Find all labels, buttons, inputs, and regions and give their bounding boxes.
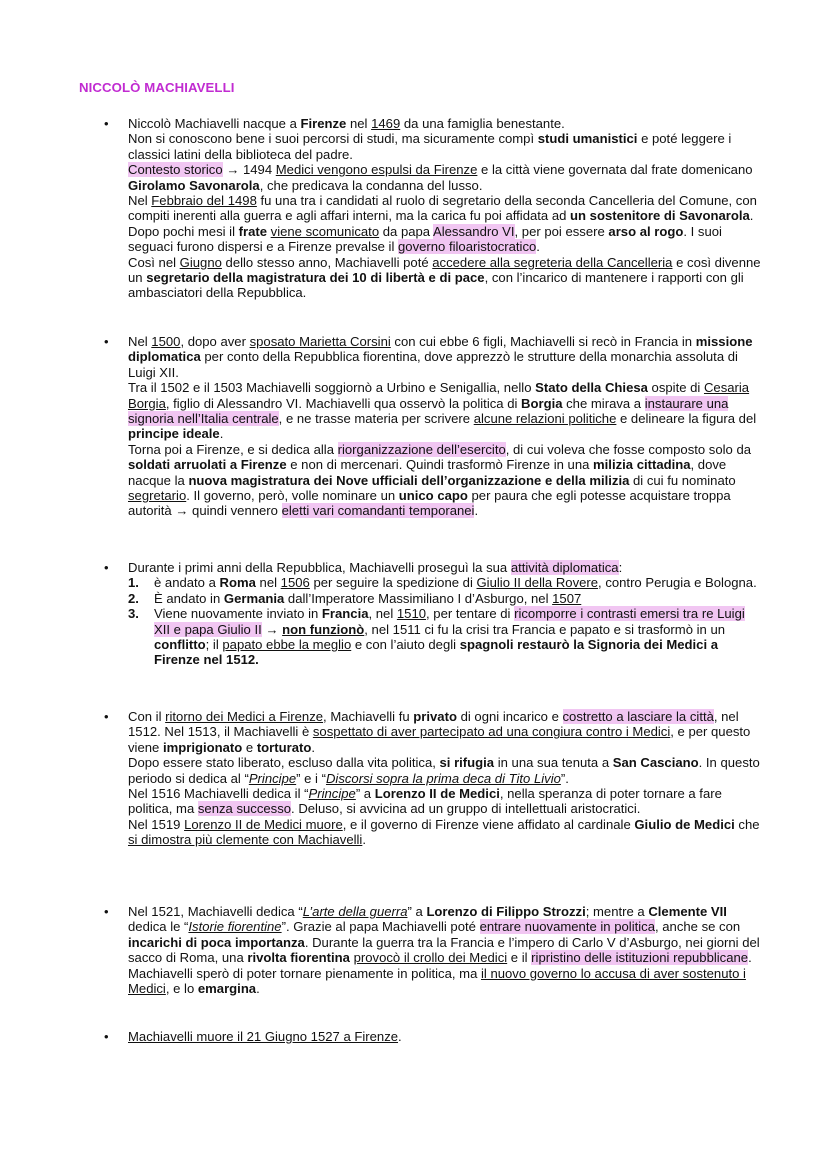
paragraph <box>128 131 764 162</box>
text-run: Nel 1519 <box>128 816 185 832</box>
bold-text: San Casciano <box>612 755 699 771</box>
text-run: , e per questo viene <box>128 724 751 755</box>
text-run: Dopo pochi mesi il <box>128 223 239 239</box>
underlined-text: viene scomunicato <box>270 223 380 239</box>
bullet: • <box>104 560 109 575</box>
list-number: 2. <box>128 590 139 606</box>
bullet: • <box>104 116 109 131</box>
text-run: e poté leggere i classici latini della biblioteca del padre. <box>128 131 732 162</box>
underlined-text: alcune relazioni politiche <box>473 411 617 427</box>
underlined-text: segretario <box>128 488 187 504</box>
section-body <box>128 709 764 848</box>
bullet: • <box>104 1029 109 1044</box>
text-run: Non si conoscono bene i suoi percorsi di studi, ma sicuramente compì <box>128 131 538 147</box>
text-run: e il <box>507 950 532 966</box>
text-run: nel <box>346 116 372 131</box>
paragraph <box>128 817 764 848</box>
text-run: Dopo essere stato liberato, escluso dalla vita politica, <box>128 755 440 771</box>
page-title: NICCOLÒ MACHIAVELLI <box>79 80 235 95</box>
text-run: , per poi essere <box>514 223 609 239</box>
underlined-text: 1469 <box>371 116 401 131</box>
bold-text: rivolta fiorentina <box>247 950 350 966</box>
section-body <box>128 560 764 668</box>
underlined-text: Istorie fiorentine <box>188 919 282 935</box>
underlined-text: Discorsi sopra la prima deca di Tito Livio <box>325 770 561 786</box>
text-run: , per tentare di <box>426 606 515 622</box>
text-run: ospite di <box>647 380 704 396</box>
paragraph <box>128 255 764 301</box>
bold-text: principe ideale <box>128 426 220 442</box>
underlined-text: 1506 <box>280 575 310 591</box>
paragraph <box>128 193 764 224</box>
text-run: , contro Perugia e Bologna. <box>598 575 757 591</box>
text-run: da papa <box>379 223 433 239</box>
bullet: • <box>104 904 109 919</box>
text-run: ”. <box>560 770 569 786</box>
highlighted-text: riorganizzazione dell’esercito <box>337 441 506 457</box>
highlighted-text: Alessandro VI <box>433 223 515 239</box>
underlined-text: 1507 <box>552 590 582 606</box>
underlined-text: Lorenzo II de Medici muore <box>184 816 343 832</box>
text-run: , figlio di Alessandro VI. Machiavelli qua osservò la politica di <box>165 395 522 411</box>
text-run: , di cui voleva che fosse composto solo da <box>505 441 752 457</box>
text-run: → <box>261 621 283 637</box>
bold-text: conflitto <box>154 637 206 653</box>
text-run: . <box>219 426 224 442</box>
highlighted-text: senza successo <box>197 801 292 817</box>
bold-text: Girolamo Savonarola <box>128 177 260 193</box>
section-body <box>128 904 764 996</box>
text-run: e la città viene governata dal frate domenicano <box>477 162 753 178</box>
highlighted-text: ricomporre i contrasti emersi tra re Luigi XII e papa Giulio II <box>154 606 745 637</box>
underlined-text: 1500 <box>151 334 181 349</box>
bold-text: Clemente VII <box>648 904 727 919</box>
text-run: . <box>536 239 540 255</box>
numbered-list <box>128 575 764 667</box>
underlined-text: Febbraio del 1498 <box>151 193 257 209</box>
bold-text: Borgia <box>521 395 563 411</box>
text-run: Torna poi a Firenze, e si dedica alla <box>128 441 338 457</box>
text-run: . Machiavelli sperò di poter tornare pienamente in politica, ma <box>128 950 752 981</box>
paragraph <box>128 709 764 755</box>
text-run: dedica le “ <box>128 919 189 935</box>
underlined-text: Cesaria Borgia <box>128 380 750 411</box>
underlined-text: sposato Marietta Corsini <box>249 334 391 349</box>
text-run: . <box>474 503 479 519</box>
text-run: che <box>734 816 760 832</box>
bold-text: un sostenitore di Savonarola <box>570 208 750 224</box>
bold-text: nuova magistratura dei Nove ufficiali dell’organizzazione e della milizia <box>188 472 630 488</box>
highlighted-text: eletti vari comandanti temporanei <box>281 503 475 519</box>
underlined-text: Machiavelli muore il 21 Giugno 1527 a Firenze <box>128 1029 399 1044</box>
text-run: ”. Grazie al papa Machiavelli poté <box>281 919 480 935</box>
text-run: Nel 1521, Machiavelli dedica “ <box>128 904 303 919</box>
section-body <box>128 1029 764 1044</box>
underlined-text: L’arte della guerra <box>302 904 408 919</box>
text-run: ; il <box>205 637 223 653</box>
underlined-text: il nuovo governo lo accusa di aver sostenuto i Medici <box>128 965 746 997</box>
text-run: → 1494 <box>222 162 276 178</box>
bold-text: spagnoli restaurò la Signoria dei Medici a Firenze nel 1512. <box>154 637 719 668</box>
highlighted-text: entrare nuovamente in politica <box>479 919 655 935</box>
bold-text: Lorenzo di Filippo Strozzi <box>426 904 586 919</box>
text-run: da una famiglia benestante. <box>400 116 565 131</box>
text-run: , Machiavelli fu <box>323 709 414 724</box>
text-run: dello stesso anno, Machiavelli poté <box>221 254 433 270</box>
text-run: , nella speranza di poter tornare a fare politica, ma <box>128 786 722 817</box>
bold-text: missione diplomatica <box>128 334 753 365</box>
bold-text: Lorenzo II de Medici <box>374 786 500 802</box>
text-run: , con l’incarico di mantenere i rapporti con gli ambasciatori della Repubblica. <box>128 270 744 301</box>
paragraph <box>128 904 764 996</box>
text-run: , anche se con <box>654 919 741 935</box>
text-run: dall’Imperatore Massimiliano I d’Asburgo, nel <box>284 590 553 606</box>
text-run: , e ne trasse materia per scrivere <box>278 411 474 427</box>
section-body <box>128 334 764 519</box>
paragraph <box>128 380 764 442</box>
text-run: . <box>749 208 754 224</box>
text-run: fu una tra i candidati al ruolo di segretario della seconda Cancelleria del Comune, con compiti inerenti alla guerra e agli affari interni, ma la carica fu poi affidata ad <box>128 193 757 224</box>
paragraph <box>128 755 764 786</box>
underlined-text: sospettato di aver partecipato ad una congiura contro i Medici <box>312 724 671 740</box>
text-run: . <box>398 1029 402 1044</box>
bold-text: torturato <box>256 739 312 755</box>
paragraph <box>128 116 764 131</box>
text-run: . Durante la guerra tra la Francia e l’impero di Carlo V d’Asburgo, nei giorni del sacco di Roma, una <box>128 934 760 966</box>
text-run: È andato in <box>154 590 224 606</box>
underlined-text: Medici vengono espulsi da Firenze <box>275 162 478 178</box>
text-run: Nel 1516 Machiavelli dedica il “ <box>128 786 309 802</box>
bold-text: emargina <box>197 981 257 997</box>
list-item <box>128 575 764 590</box>
underlined-text: Giugno <box>179 254 222 270</box>
bold-text: imprigionato <box>162 739 243 755</box>
paragraph <box>128 334 764 380</box>
text-run: Viene nuovamente inviato in <box>154 606 322 622</box>
text-run: . Il governo, però, volle nominare un <box>186 488 399 504</box>
highlighted-text: governo filoaristocratico <box>398 239 537 255</box>
text-run: , e il governo di Firenze viene affidato al cardinale <box>342 816 635 832</box>
text-run: Niccolò Machiavelli nacque a <box>128 116 301 131</box>
paragraph <box>128 560 764 575</box>
text-run: e delineare la figura del <box>616 411 757 427</box>
text-run: che mirava a <box>562 395 645 411</box>
underlined-text: Giulio II della Rovere <box>476 575 599 591</box>
text-run: di ogni incarico e <box>456 709 563 724</box>
bold-text: Germania <box>223 590 285 606</box>
highlighted-text: instaurare una signoria nell’Italia centrale <box>128 395 729 427</box>
bullet: • <box>104 709 109 724</box>
paragraph <box>128 1029 764 1044</box>
text-run: . <box>256 981 260 997</box>
highlighted-text: costretto a lasciare la città <box>562 709 714 724</box>
bold-text: privato <box>413 709 457 724</box>
text-run: ; mentre a <box>585 904 649 919</box>
text-run: , dove nacque la <box>128 457 727 488</box>
bullet: • <box>104 334 109 349</box>
underlined-text: si dimostra più clemente con Machiavelli <box>128 832 363 848</box>
text-run: . In questo periodo si dedica al “ <box>128 755 760 786</box>
text-run: ” a <box>407 904 427 919</box>
bold-text: studi umanistici <box>537 131 638 147</box>
list-item <box>128 591 764 606</box>
text-run: Nel <box>128 193 152 209</box>
paragraph <box>128 162 764 193</box>
text-run: Durante i primi anni della Repubblica, Machiavelli proseguì la sua <box>128 560 511 575</box>
paragraph <box>128 442 764 519</box>
bold-text: milizia cittadina <box>593 457 691 473</box>
bold-text: soldati arruolati a Firenze <box>128 457 287 473</box>
text-run: . <box>311 739 316 755</box>
text-run: . I suoi seguaci furono dispersi e a Firenze prevalse il <box>128 223 722 255</box>
section-body <box>128 116 764 301</box>
underlined-text: papato ebbe la meglio <box>222 637 352 653</box>
text-run: di cui fu nominato <box>629 472 736 488</box>
highlighted-text: attività diplomatica <box>510 560 619 575</box>
text-run: , nel <box>368 606 397 622</box>
text-run: ” e i “ <box>296 770 326 786</box>
bold-text: non funzionò <box>282 621 365 637</box>
list-item <box>128 606 764 668</box>
text-run: e non di mercenari. Quindi trasformò Firenze in una <box>286 457 594 473</box>
bold-text: Francia <box>321 606 369 622</box>
highlighted-text: ripristino delle istituzioni repubblicane <box>531 950 749 966</box>
text-run: , e lo <box>165 981 198 997</box>
underlined-text: Principe <box>308 786 356 802</box>
text-run: Con il <box>128 709 166 724</box>
text-run: per paura che egli potesse acquistare troppa autorità → quindi vennero <box>128 488 731 519</box>
text-run: e con l’aiuto degli <box>351 637 460 653</box>
bold-text: Stato della Chiesa <box>535 380 648 396</box>
text-run: con cui ebbe 6 figli, Machiavelli si recò in Francia in <box>390 334 696 349</box>
list-number: 3. <box>128 606 139 622</box>
bold-text: Giulio de Medici <box>634 816 735 832</box>
bold-text: frate <box>238 223 268 239</box>
underlined-text: 1510 <box>396 606 427 622</box>
underlined-text: accedere alla segreteria della Cancelleria <box>432 254 673 270</box>
text-run: e così divenne un <box>128 254 761 286</box>
text-run: . Deluso, si avvicina ad un gruppo di intellettuali aristocratici. <box>291 801 641 817</box>
paragraph <box>128 224 764 255</box>
bold-text: unico capo <box>398 488 468 504</box>
highlighted-text: Contesto storico <box>128 162 223 178</box>
text-run: , nel 1512. Nel 1513, il Machiavelli è <box>128 709 739 740</box>
list-number: 1. <box>128 575 139 591</box>
bold-text: incarichi di poca importanza <box>128 934 305 950</box>
text-run: in una sua tenuta a <box>494 755 613 771</box>
text-run: è andato a <box>154 575 220 591</box>
text-run: , nel 1511 ci fu la crisi tra Francia e papato e si trasformò in un <box>364 621 726 637</box>
text-run: Così nel <box>128 254 180 270</box>
text-run: , che predicava la condanna del lusso. <box>259 177 483 193</box>
text-run: . <box>362 832 366 848</box>
text-run: nel <box>255 575 281 591</box>
text-run: per conto della Repubblica fiorentina, dove apprezzò le strutture della monarchia assoluta di Luigi XII. <box>128 349 738 380</box>
bold-text: Firenze <box>300 116 347 131</box>
text-run: , dopo aver <box>180 334 250 349</box>
text-run: : <box>618 560 623 575</box>
paragraph <box>128 786 764 817</box>
underlined-text: ritorno dei Medici a Firenze <box>165 709 324 724</box>
bold-text: si rifugia <box>439 755 495 771</box>
text-run: e <box>242 739 257 755</box>
bold-text: segretario della magistratura dei 10 di libertà e di pace <box>146 270 485 286</box>
text-run: per seguire la spedizione di <box>309 575 477 591</box>
text-run: ” a <box>355 786 375 802</box>
bold-text: arso al rogo <box>608 223 684 239</box>
bold-text: Roma <box>219 575 256 591</box>
underlined-text: provocò il crollo dei Medici <box>353 950 508 966</box>
text-run: Tra il 1502 e il 1503 Machiavelli soggiornò a Urbino e Senigallia, nello <box>128 380 536 396</box>
underlined-text: Principe <box>248 770 297 786</box>
text-run: Nel <box>128 334 152 349</box>
